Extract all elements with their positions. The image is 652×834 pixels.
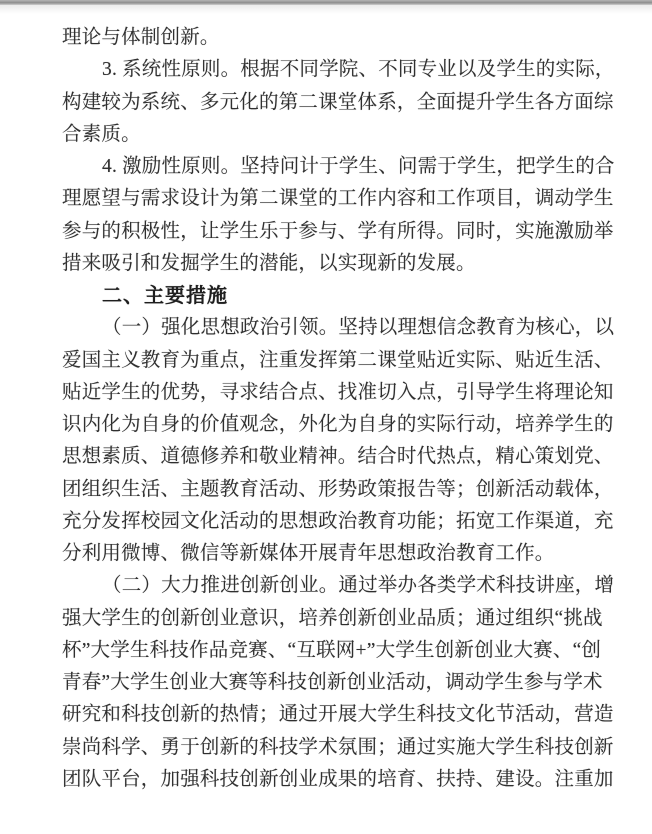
text-line: 爱国主义教育为重点，注重发挥第二课堂贴近实际、贴近生活、	[62, 349, 614, 371]
text-line: 贴近学生的优势，寻求结合点、找准切入点，引导学生将理论知	[62, 381, 614, 403]
text-line: 团组织生活、主题教育活动、形势政策报告等；创新活动载体，	[62, 478, 614, 500]
text-line: 3. 系统性原则。根据不同学院、不同专业以及学生的实际，	[102, 59, 615, 81]
text-line: 合素质。	[62, 123, 141, 145]
text-line: 4. 激励性原则。坚持问计于学生、问需于学生，把学生的合	[102, 156, 615, 177]
text-line: （一）强化思想政治引领。坚持以理想信念教育为核心，以	[102, 317, 615, 339]
text-line: 崇尚科学、勇于创新的科技学术氛围；通过实施大学生科技创新	[62, 736, 614, 758]
text-line: （二）大力推进创新创业。通过举办各类学术科技讲座，增	[102, 575, 615, 597]
text-line: 理愿望与需求设计为第二课堂的工作内容和工作项目，调动学生	[62, 188, 614, 210]
text-line: 理论与体制创新。	[62, 27, 220, 48]
text-line: 识内化为自身的价值观念，外化为自身的实际行动，培养学生的	[62, 414, 614, 435]
text-line: 研究和科技创新的热情；通过开展大学生科技文化节活动，营造	[62, 704, 614, 726]
text-line: 充分发挥校园文化活动的思想政治教育功能；拓宽工作渠道，充	[62, 510, 614, 532]
text-line: 措来吸引和发掘学生的潜能，以实现新的发展。	[62, 252, 476, 274]
text-line: 构建较为系统、多元化的第二课堂体系，全面提升学生各方面综	[62, 91, 614, 113]
section-heading: 二、主要措施	[102, 285, 228, 307]
text-line: 青春”大学生创业大赛等科技创新创业活动，调动学生参与学术	[62, 672, 603, 693]
text-line: 强大学生的创新创业意识，培养创新创业品质；通过组织“挑战	[62, 607, 603, 629]
document-body	[62, 0, 615, 796]
text-line: 杯”大学生科技作品竞赛、“互联网+”大学生创新创业大赛、“创	[62, 639, 602, 661]
text-line: 思想素质、道德修养和敬业精神。结合时代热点，精心策划党、	[62, 446, 614, 468]
text-line: 参与的积极性，让学生乐于参与、学有所得。同时，实施激励举	[62, 220, 614, 242]
text-line: 分利用微博、微信等新媒体开展青年思想政治教育工作。	[62, 543, 555, 564]
text-line: 团队平台，加强科技创新创业成果的培育、扶持、建设。注重加	[62, 768, 614, 790]
